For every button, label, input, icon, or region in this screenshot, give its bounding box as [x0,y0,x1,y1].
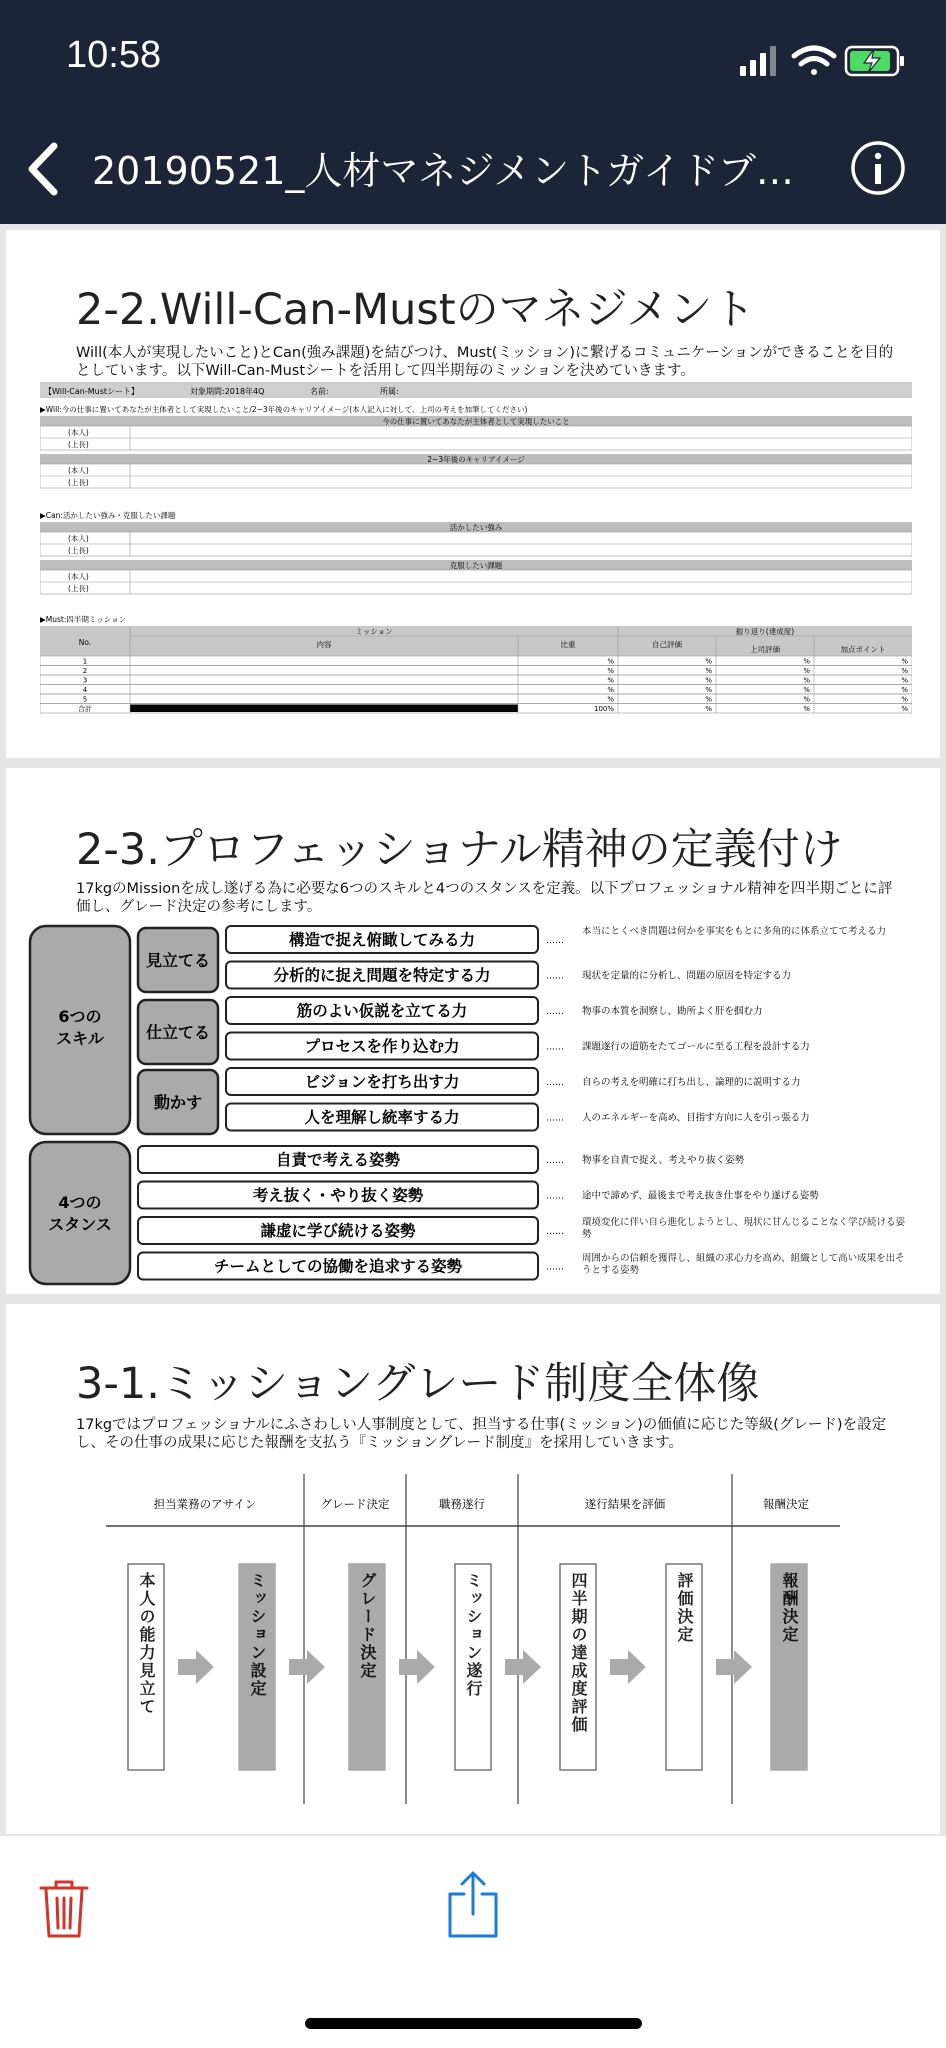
row-self: (本人) [68,466,89,475]
flow-arrow [399,1650,435,1684]
skill-dots: …… [546,1191,564,1202]
skill-dots: …… [546,1078,564,1088]
pct-cell: % [901,686,908,694]
col-boss-eval: 上司評価 [750,645,780,654]
flow-step-wrap [455,1572,491,1762]
will-sub1: 今の仕事に置いてあなたが主体者として実現したいこと [382,417,570,426]
skill-description: 途中で諦めず、最後まで考え抜き仕事をやり遂げる姿勢 [582,1190,819,1202]
mission-row [40,694,912,704]
sheet-period: 対象期間:2018年4Q [190,387,265,396]
skill-label: 筋のよい仮説を立てる力 [296,1002,468,1020]
flow-step-wrap [128,1572,164,1762]
sheet-name: 名前: [310,387,329,396]
skill-label: 分析的に捉え問題を特定する力 [273,966,491,985]
will-can-must-sheet [40,382,912,738]
slide-professional-spirit[interactable] [6,768,940,1294]
pct-cell: % [803,695,810,704]
pct-cell: % [901,657,908,666]
total-label: 合計 [78,705,92,713]
will-label: ▶Will:今の仕事に置いてあなたが主体者として実現したいこと/2~3年後のキャリアイメージ(本人記入に対して、上司の考えを加筆してください) [40,405,528,414]
row-boss: (上長) [68,478,89,487]
pct-cell: % [803,657,810,666]
pct-cell: % [901,667,908,675]
pct-cell: % [901,676,908,685]
pct-cell: % [803,686,810,694]
mission-row-no: 5 [82,695,88,704]
skill-label: ビジョンを打ち出す力 [304,1073,460,1091]
status-icons [738,40,908,80]
skill-dots: …… [546,1042,564,1053]
skills-group-label-2: スキル [56,1029,104,1048]
flow-step-wrap [771,1572,807,1762]
slide-mission-grade[interactable] [6,1304,940,1834]
flow-step-label: グレード決定 [358,1572,377,1680]
phase-label: 遂行結果を評価 [584,1497,666,1511]
pct-cell: % [705,686,712,694]
skill-dots: …… [546,1156,564,1166]
will-sub2: 2~3年後のキャリアイメージ [427,455,525,464]
pct-cell: % [901,705,908,713]
row-boss: (上長) [68,440,89,449]
slide-description: Will(本人が実現したいこと)とCan(強み課題)を結びつけ、Must(ミッション)に繋げるコミュニケーションができることを目的としています。以下Will-Can-Mustシートを活用して四半期毎のミッションを決めていきます。 [76,345,894,379]
skill-label: プロセスを作り込む力 [304,1037,460,1056]
skill-description: 環境変化に伴い自ら進化しようとし、現状に甘んじることなく学び続ける姿勢 [582,1217,906,1240]
flow-step-label: 四半期の達成度評価 [569,1572,588,1734]
skill-rows [138,926,912,1283]
stances-group-label-1: 4つの [58,1193,102,1212]
mission-row [40,675,912,685]
skill-description: 自らの考えを明確に打ち出し、論理的に説明する力 [582,1077,801,1088]
pct-cell: % [607,657,614,666]
flow-step-label: ミッション遂行 [464,1572,483,1698]
slide-description: 17kgではプロフェッショナルにふさわしい人事制度として、担当する仕事(ミッション)の価値に応じた等級(グレード)を設定し、その仕事の成果に応じた報酬を支払う『ミッショングレード制度』を採用していきます。 [76,1417,887,1451]
skills-group-label-1: 6つの [58,1007,102,1026]
col-no: No. [78,638,92,647]
document-title: 20190521_人材マネジメントガイドブ… [92,149,794,193]
nav-header [0,0,946,224]
skill-label: 考え抜く・やり抜く姿勢 [252,1186,424,1205]
flow-arrow [178,1650,214,1684]
skill-dots: …… [546,936,564,946]
slide-will-can-must[interactable] [6,230,940,758]
skill-dots: …… [546,971,564,982]
flow-step-wrap [349,1572,385,1762]
skill-description: 課題遂行の道筋をたてゴールに至る工程を設計する力 [582,1041,810,1053]
can-sub2: 克服したい課題 [449,561,503,570]
info-icon[interactable] [850,140,906,196]
flow-step-wrap [239,1572,275,1762]
skill-label: 人を理解し統率する力 [304,1108,460,1127]
col-review: 振り返り(達成度) [735,627,795,636]
row-self: (本人) [68,428,89,437]
mission-row [40,666,912,676]
mission-row-no: 3 [82,676,88,685]
bottom-toolbar [0,1836,946,2048]
skill-description-wrap [582,1217,912,1247]
skill-label: チームとしての協働を追求する姿勢 [213,1257,463,1276]
pct-cell: % [705,705,712,713]
slide-title: 3-1.ミッショングレード制度全体像 [76,1359,760,1409]
flow-step-label: 報酬決定 [780,1572,799,1644]
skill-description: 物事の本質を洞察し、勘所よく肝を掴む力 [582,1006,763,1017]
pct-cell: % [803,676,810,685]
flow-arrow [289,1650,325,1684]
back-chevron-icon[interactable] [18,136,70,202]
col-mission: ミッション [355,627,393,636]
slide-title: 2-3.プロフェッショナル精神の定義付け [76,825,843,875]
skill-dots: …… [546,1007,564,1017]
pct-cell: % [705,695,712,704]
slide-description: 17kgのMissionを成し遂げる為に必要な6つのスキルと4つのスタンスを定義。以下プロフェッショナル精神を四半期ごとに評価し、グレード決定の参考にします。 [76,881,893,915]
flow-step-label: ミッション設定 [248,1572,267,1698]
mission-row [40,685,912,695]
skill-description: 現状を定量的に分析し、問題の原因を特定する力 [582,970,792,982]
subgroup-label: 見立てる [145,951,211,970]
sheet-dept: 所属: [380,387,399,396]
pct-cell: % [607,676,614,685]
home-indicator[interactable] [305,2018,642,2029]
sheet-header-label: 【Will-Can-Mustシート】 [44,387,140,396]
can-label: ▶Can:活かしたい強み・克服したい課題 [40,511,176,520]
skill-description-wrap [582,926,912,956]
mission-rows [40,656,912,713]
row-self: (本人) [68,534,89,543]
flow-arrow [610,1650,646,1684]
skill-dots: …… [546,1262,564,1273]
skill-description: 本当にとくべき問題は何かを事実をもとに多角的に体系立てて考える力 [582,926,887,937]
col-self-eval: 自己評価 [652,640,682,649]
battery-charging-icon [846,47,904,75]
col-bonus: 加点ポイント [840,645,886,654]
skill-description-wrap [582,1253,912,1283]
flow-step-label: 評価決定 [675,1572,694,1644]
skill-dots: …… [546,1113,564,1124]
mission-row [40,656,912,666]
flow-arrow [716,1650,752,1684]
mission-row-no: 2 [82,667,88,675]
mission-row-no: 4 [82,686,88,694]
phase-label: 報酬決定 [763,1497,809,1511]
signal-icon [740,46,776,76]
can-sub1: 活かしたい強み [449,523,503,532]
col-content: 内容 [316,640,332,649]
pct-cell: % [901,695,908,704]
skills-stances-diagram [28,924,918,1288]
skill-label: 自責で考える姿勢 [275,1151,401,1169]
pct-cell: % [607,695,614,704]
pct-cell: % [803,667,810,675]
status-time: 10:58 [66,34,162,76]
pct-cell: % [705,667,712,675]
phase-label: グレード決定 [320,1497,390,1511]
subgroup-label: 仕立てる [145,1023,211,1042]
skill-description: 人のエネルギーを高め、目指す方向に人を引っ張る力 [582,1112,810,1124]
flow-steps [128,1564,807,1770]
row-boss: (上長) [68,584,89,593]
pct-cell: % [705,676,712,685]
phase-label: 担当業務のアサイン [153,1497,257,1511]
skill-label: 構造で捉え俯瞰してみる力 [288,931,476,949]
total-content-fill [130,705,518,713]
mission-grade-flow [106,1474,846,1804]
pct-cell: % [607,686,614,694]
row-boss: (上長) [68,546,89,555]
row-self: (本人) [68,572,89,581]
total-pct: 100% [593,705,614,713]
share-icon[interactable] [446,1870,500,1940]
flow-step-wrap [666,1572,702,1762]
must-label: ▶Must:四半期ミッション [40,615,127,624]
pct-cell: % [607,667,614,675]
skill-description: 物事を自責で捉え、考えやり抜く姿勢 [582,1155,745,1166]
stances-group-label-2: スタンス [48,1215,112,1234]
skill-description: 周囲からの信頼を獲得し、組織の求心力を高め、組織として高い成果を出そうとする姿勢 [582,1252,905,1276]
pct-cell: % [705,657,712,666]
wifi-icon [794,48,834,75]
flow-step-wrap [560,1572,596,1762]
phase-labels [154,1497,810,1511]
flow-arrow [505,1650,541,1684]
stances-group-box [30,1142,130,1284]
slide-title: 2-2.Will-Can-Mustのマネジメント [76,285,756,335]
skill-dots: …… [546,1227,564,1237]
pct-cell: % [803,705,810,713]
subgroup-label: 動かす [153,1093,203,1112]
flow-step-label: 本人の能力見立て [137,1572,156,1716]
col-ratio: 比重 [560,640,576,649]
phase-label: 職務遂行 [439,1497,485,1511]
skill-label: 謙虚に学び続ける姿勢 [260,1222,416,1240]
trash-icon[interactable] [38,1876,90,1940]
mission-row-no: 1 [82,657,88,666]
